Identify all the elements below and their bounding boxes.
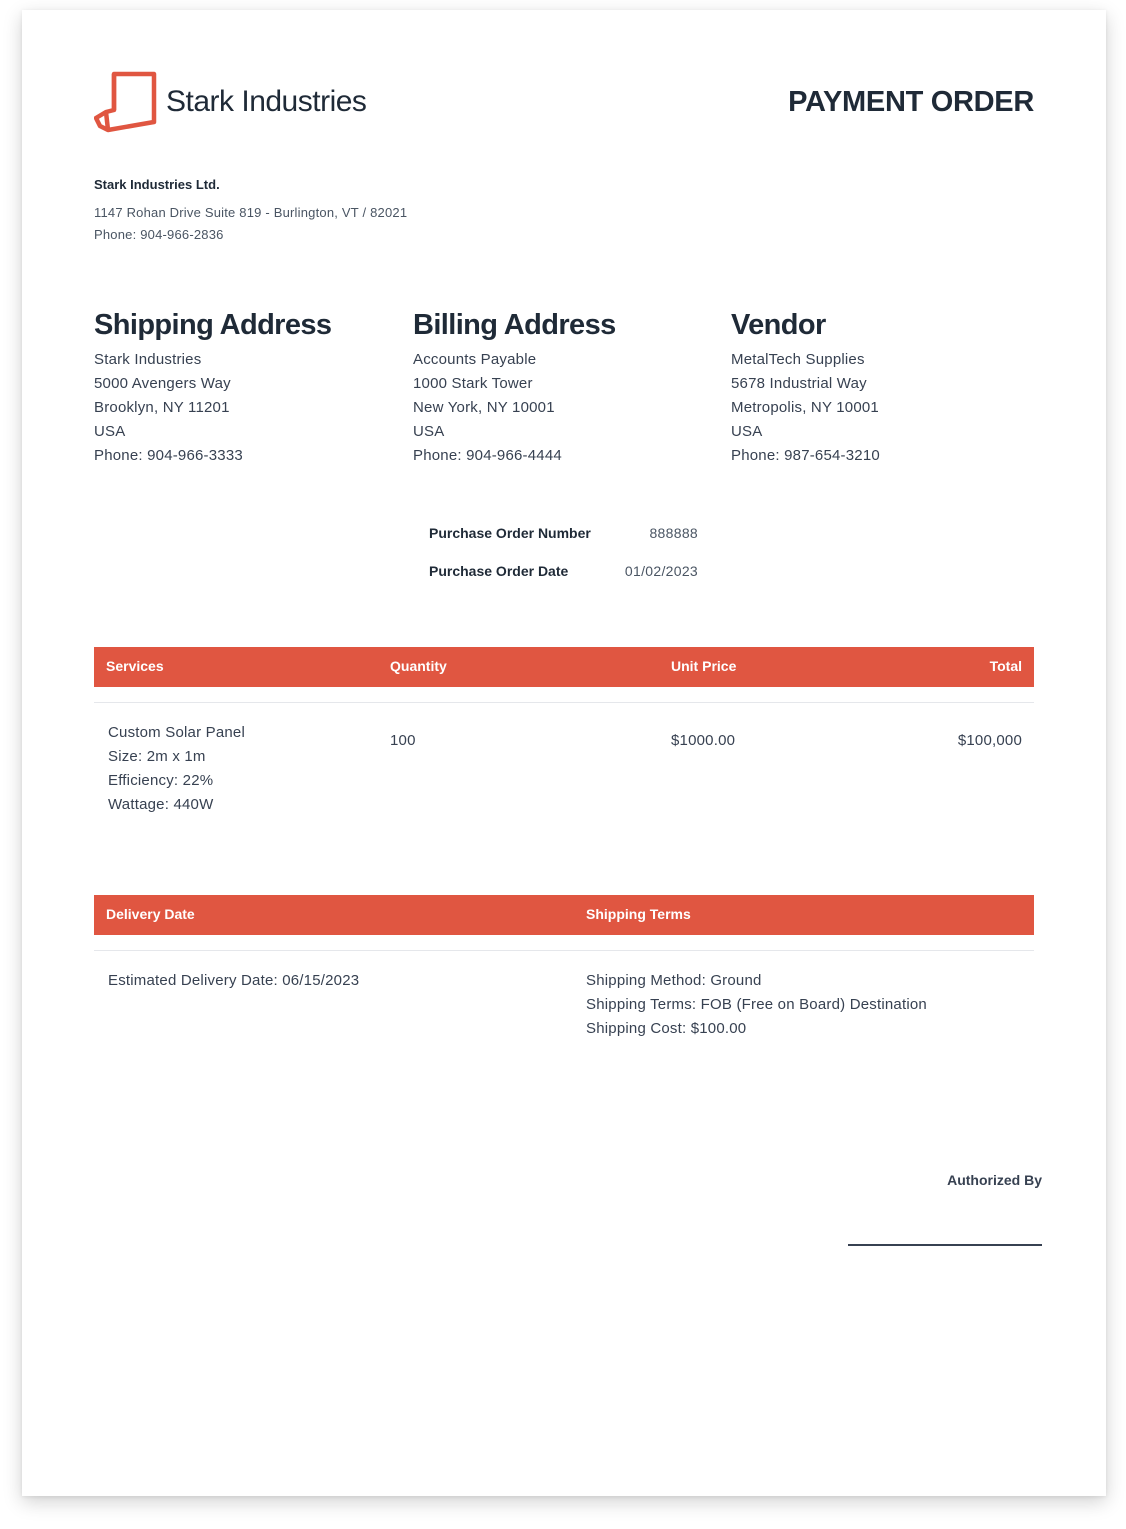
billing-address-line: Accounts Payable bbox=[413, 351, 537, 368]
column-header-delivery-date: Delivery Date bbox=[106, 906, 195, 922]
vendor-line: MetalTech Supplies bbox=[731, 351, 865, 368]
service-unit-price: $1000.00 bbox=[671, 732, 736, 749]
po-number-label: Purchase Order Number bbox=[429, 525, 591, 541]
billing-address-line: New York, NY 10001 bbox=[413, 399, 555, 416]
delivery-table-header bbox=[94, 895, 1034, 935]
service-description-line: Size: 2m x 1m bbox=[108, 748, 206, 765]
billing-address-line: Phone: 904-966-4444 bbox=[413, 447, 562, 464]
brand-name: Stark Industries bbox=[166, 85, 367, 118]
vendor-line: 5678 Industrial Way bbox=[731, 375, 867, 392]
authorized-by-label: Authorized By bbox=[947, 1172, 1042, 1188]
vendor-line: Metropolis, NY 10001 bbox=[731, 399, 879, 416]
vendor-block bbox=[731, 308, 1031, 468]
shipping-address-line: Brooklyn, NY 11201 bbox=[94, 399, 230, 416]
column-header-shipping-terms: Shipping Terms bbox=[586, 906, 691, 922]
vendor-line: Phone: 987-654-3210 bbox=[731, 447, 880, 464]
document-page bbox=[22, 10, 1106, 1496]
vendor-heading: Vendor bbox=[731, 309, 826, 341]
shipping-terms-line: Shipping Method: Ground bbox=[586, 972, 762, 989]
table-row-service bbox=[108, 721, 245, 817]
po-date-label: Purchase Order Date bbox=[429, 563, 569, 579]
billing-address-heading: Billing Address bbox=[413, 309, 616, 341]
billing-address-line: USA bbox=[413, 423, 445, 440]
table-divider bbox=[94, 702, 1034, 703]
column-header-quantity: Quantity bbox=[390, 658, 447, 674]
company-logo bbox=[94, 70, 366, 134]
estimated-delivery-date: Estimated Delivery Date: 06/15/2023 bbox=[108, 972, 360, 989]
document-title: PAYMENT ORDER bbox=[788, 86, 1034, 118]
shipping-address-line: Phone: 904-966-3333 bbox=[94, 447, 243, 464]
services-table-header bbox=[94, 647, 1034, 687]
service-total: $100,000 bbox=[957, 732, 1022, 749]
column-header-services: Services bbox=[106, 658, 164, 674]
shipping-address-heading: Shipping Address bbox=[94, 309, 332, 341]
billing-address-line: 1000 Stark Tower bbox=[413, 375, 533, 392]
company-legal-name: Stark Industries Ltd. bbox=[94, 177, 220, 192]
service-description-line: Wattage: 440W bbox=[108, 796, 214, 813]
service-description-line: Custom Solar Panel bbox=[108, 724, 245, 741]
shipping-address-line: 5000 Avengers Way bbox=[94, 375, 231, 392]
po-date-value: 01/02/2023 bbox=[624, 563, 698, 579]
billing-address-block bbox=[413, 308, 713, 468]
vendor-line: USA bbox=[731, 423, 763, 440]
company-phone: Phone: 904-966-2836 bbox=[94, 227, 224, 242]
table-divider bbox=[94, 950, 1034, 951]
shipping-address-line: USA bbox=[94, 423, 126, 440]
po-number-value: 888888 bbox=[649, 525, 698, 541]
service-description-line: Efficiency: 22% bbox=[108, 772, 214, 789]
signature-line bbox=[848, 1244, 1042, 1246]
shipping-address-block bbox=[94, 308, 394, 468]
shipping-address-line: Stark Industries bbox=[94, 351, 202, 368]
shipping-terms-block bbox=[586, 969, 927, 1041]
company-address: 1147 Rohan Drive Suite 819 - Burlington, VT / 82021 bbox=[94, 205, 408, 220]
service-quantity: 100 bbox=[390, 732, 416, 749]
logo-mark-icon bbox=[94, 70, 158, 134]
column-header-unit-price: Unit Price bbox=[671, 658, 737, 674]
shipping-terms-line: Shipping Terms: FOB (Free on Board) Destination bbox=[586, 996, 927, 1013]
shipping-terms-line: Shipping Cost: $100.00 bbox=[586, 1020, 747, 1037]
column-header-total: Total bbox=[989, 658, 1022, 674]
